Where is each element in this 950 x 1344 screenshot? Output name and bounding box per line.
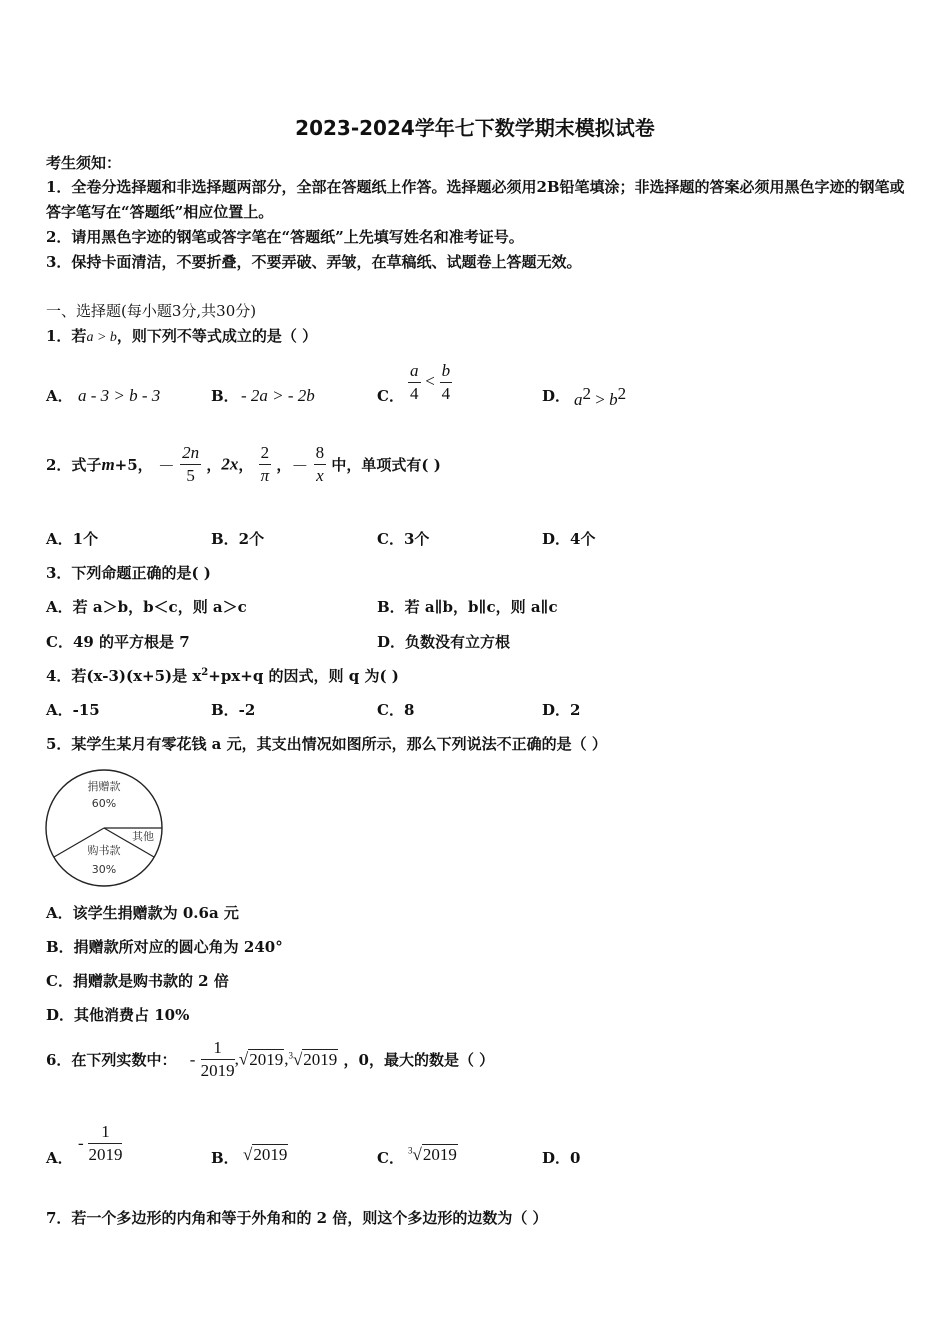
q6-option-c-label: C． (377, 1149, 404, 1167)
pie-label-donate: 捐赠款 (87, 780, 121, 793)
q4-option-a: A．-15 (46, 701, 100, 719)
q3-option-a: A．若 a＞b，b＜c，则 a＞c (46, 598, 247, 616)
q4-option-b: B．-2 (211, 701, 256, 719)
q1-option-b-label: B． (211, 387, 239, 405)
notes-heading: 考生须知： (46, 154, 122, 172)
q1-option-b: - 2a > - 2b (241, 386, 315, 405)
q2-option-c: C．3个 (377, 530, 430, 548)
question-1-stem: 1．若a > b，则下列不等式成立的是（ ） (46, 327, 318, 345)
q1-option-c-label: C． (377, 387, 404, 405)
question-6-stem: 6．在下列实数中： - $\frac{1}{2019}$ ,√2019,$^3$√2019 ，0，最大的数是（ ） (46, 1038, 495, 1080)
pie-label-other: 其他 (132, 830, 154, 843)
q3-option-b: B．若 a∥b，b∥c，则 a∥c (377, 598, 558, 616)
q5-option-a: A．该学生捐赠款为 0.6a 元 (46, 904, 239, 922)
q6-option-a: - $\frac{1}{2019}$ (78, 1122, 123, 1164)
question-5-stem: 5．某学生某月有零花钱 a 元，其支出情况如图所示，那么下列说法不正确的是（ ） (46, 735, 607, 753)
q4-option-d: D．2 (542, 701, 581, 719)
q6-option-b: √2019 (243, 1145, 288, 1164)
pie-chart (40, 768, 172, 892)
q5-option-d: D．其他消费占 10% (46, 1006, 190, 1024)
page-title: 2023-2024学年七下数学期末模拟试卷 (295, 116, 655, 140)
question-7-stem: 7．若一个多边形的内角和等于外角和的 2 倍，则这个多边形的边数为（ ） (46, 1209, 548, 1227)
q5-option-b: B．捐赠款所对应的圆心角为 240° (46, 938, 283, 956)
notes-item: 1．全卷分选择题和非选择题两部分，全部在答题纸上作答。选择题必须用2B铅笔填涂；非选择题的答案必须用黑色字迹的钢笔或答字笔写在“答题纸”相应位置上。 (46, 178, 905, 221)
question-3-stem: 3．下列命题正确的是( ) (46, 564, 211, 582)
section-heading: 一、选择题(每小题3分,共30分) (46, 302, 257, 320)
q4-option-c: C．8 (377, 701, 415, 719)
q2-option-d: D．4个 (542, 530, 596, 548)
pie-label-books: 购书款 (87, 844, 121, 857)
q6-option-d: D．0 (542, 1149, 581, 1167)
q5-option-c: C．捐赠款是购书款的 2 倍 (46, 972, 229, 990)
q6-option-c: $^3$√2019 (408, 1145, 457, 1164)
q1-option-a: a - 3 > b - 3 (78, 386, 161, 405)
q2-option-a: A．1个 (46, 530, 99, 548)
q6-option-b-label: B． (211, 1149, 239, 1167)
q1-option-a-label: A． (46, 387, 73, 405)
q1-option-c: $\frac{a}{4}$ < $\frac{b}{4}$ (410, 361, 451, 403)
q1-option-d: $a^2 > b^2$ (574, 384, 627, 409)
q2-option-b: B．2个 (211, 530, 265, 548)
q6-option-a-label: A． (46, 1149, 73, 1167)
q3-option-d: D．负数没有立方根 (377, 633, 511, 651)
question-4-stem: 4．若(x-3)(x+5)是 $x^2+px+q$ 的因式，则 q 为( ) (46, 667, 399, 685)
pie-value-donate: 60% (91, 797, 117, 810)
question-2-stem: 2．式子m+5， － $\frac{2n}{5}$ ，2x， $\frac{2}{\pi}$ ，－ $\frac{8}{x}$ 中，单项式有( ) (46, 443, 441, 485)
notes-item: 2．请用黑色字迹的钢笔或答字笔在“答题纸”上先填写姓名和准考证号。 (46, 228, 524, 246)
q3-option-c: C．49 的平方根是 7 (46, 633, 190, 651)
notes-item: 3．保持卡面清洁，不要折叠，不要弄破、弄皱，在草稿纸、试题卷上答题无效。 (46, 253, 582, 271)
q1-option-d-label: D． (542, 387, 571, 405)
pie-value-books: 30% (91, 863, 117, 876)
